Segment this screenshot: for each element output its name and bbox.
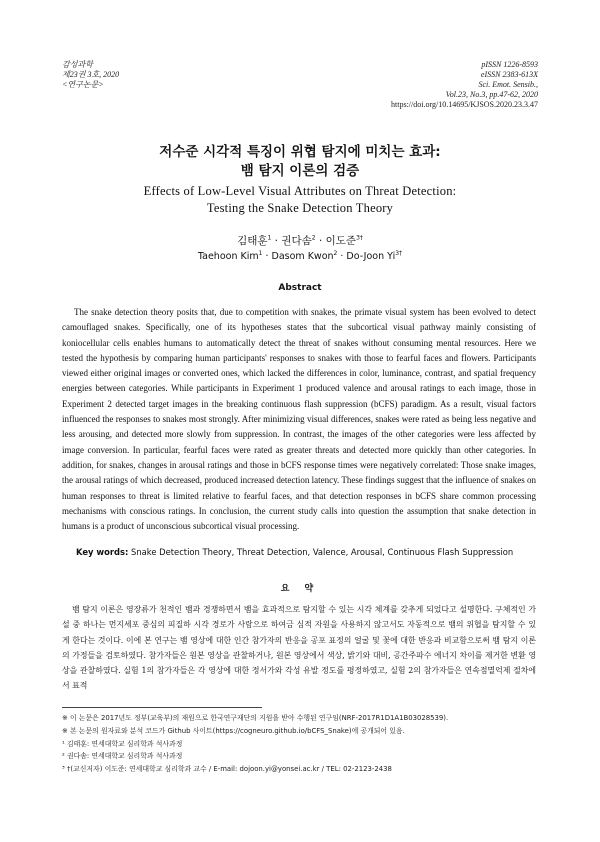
- author-name: 이도준: [325, 235, 357, 247]
- author-name: 권다솜: [281, 235, 312, 247]
- author-affiliation-mark: 1: [267, 234, 272, 242]
- korean-summary-text: 뱀 탐지 이론은 영장류가 천적인 뱀과 경쟁하면서 뱀을 효과적으로 탐지할 수 있는 시각 체계를 갖추게 되었다고 설명한다. 구체적인 가설 중 하나는 먼지세포 중심의 피질하 시각 경로가 사람으로 하여금 심적 자원을 사용하지 않고서도 자동적으로 뱀의 위협을 탐지할 수 있게 한다는 것이다. 이에 본 연구는 뱀 영상에 대한 인간 참가자의 반응을 공포 표정의 얼굴 및 꽃에 대한 반응과 비교함으로써 뱀 탐지 이론의 가정들을 검토하였다. 참가자들은 원본 영상을 관찰하거나, 원본 영상에서 색상, 밝기와 대비, 공간주파수 에너지 차이를 제거한 변환 영상을 관찰하였다. 실험 1의 참가자들은 각 영상에 대한 정서가와 각성 유발 정도를 평정하였고, 실험 2의 참가자들은 연속점멸억제 절차에서 표적: [62, 605, 536, 691]
- author-name: Dasom Kwon: [271, 251, 334, 262]
- author-name: Do-Joon Yi: [346, 251, 396, 262]
- footnote-author-1: ¹ 김태훈: 연세대학교 심리학과 석사과정: [62, 739, 183, 748]
- authors-korean: [0, 233, 600, 248]
- author-separator: ·: [315, 235, 326, 247]
- journal-header-left: [62, 60, 119, 90]
- author-separator: ·: [337, 251, 347, 262]
- english-title-line-2: Testing the Snake Detection Theory: [206, 201, 394, 215]
- doi-link[interactable]: https://doi.org/10.14695/KJSOS.2020.23.3.47: [391, 100, 538, 109]
- footnote-author-2: ² 권다솜: 연세대학교 심리학과 석사과정: [62, 752, 183, 761]
- footnote-divider: [62, 707, 262, 708]
- author-affiliation-mark: 2: [333, 249, 338, 257]
- author-affiliation-mark: 1: [258, 249, 263, 257]
- footnotes: [62, 712, 542, 776]
- keywords-label: Key words:: [76, 547, 129, 557]
- english-title-line-1: Effects of Low-Level Visual Attributes on Threat Detection:: [143, 184, 457, 198]
- author-separator: ·: [271, 235, 282, 247]
- keywords-list: Snake Detection Theory, Threat Detection, Valence, Arousal, Continuous Flash Suppression: [131, 547, 514, 557]
- footnote-corresponding-author: ³ †(교신저자) 이도준: 연세대학교 심리학과 교수 / E-mail: dojoon.yi@yonsei.ac.kr / TEL: 02-2123-2438: [62, 765, 392, 774]
- authors-english: [0, 251, 600, 262]
- journal-volume: 제23권 3호, 2020: [62, 70, 120, 79]
- volume-pages: Vol.23, No.3, pp.47-62, 2020: [445, 90, 538, 99]
- english-title: [0, 183, 600, 217]
- korean-summary-heading: 요 약: [280, 584, 320, 594]
- author-separator: ·: [262, 251, 272, 262]
- author-name: 김태훈: [237, 235, 268, 247]
- footnote-data-availability: ※ 본 논문의 원자료와 분석 코드가 Github 사이트(https://cogneuro.github.io/bCFS_Snake)에 공개되어 있음.: [62, 726, 405, 735]
- author-affiliation-mark: 3†: [356, 234, 363, 242]
- article-type: <연구논문>: [62, 80, 104, 89]
- eissn: eISSN 2383-613X: [480, 70, 538, 79]
- footnote-funding: ※ 이 논문은 2017년도 정부(교육부)의 재원으로 한국연구재단의 지원을 받아 수행된 연구임(NRF-2017R1D1A1B03028539).: [62, 714, 449, 722]
- author-name: Taehoon Kim: [197, 251, 259, 262]
- author-affiliation-mark: 2: [311, 234, 316, 242]
- korean-title-line-2: 뱀 탐지 이론의 검증: [240, 163, 360, 179]
- abstract-heading: Abstract: [278, 283, 322, 293]
- author-affiliation-mark: 3†: [395, 249, 403, 257]
- journal-header-right: [391, 60, 538, 110]
- korean-title: [0, 143, 600, 181]
- korean-title-line-1: 저수준 시각적 특징이 위협 탐지에 미치는 효과:: [159, 144, 441, 160]
- pissn: pISSN 1226-8593: [481, 60, 538, 69]
- abstract-text: The snake detection theory posits that, due to competition with snakes, the primate visual system has been evolved to detect camouflaged snakes. Specifically, one of its hypotheses states that the subcortical visual pathway mainly consisting of koniocellular cells enables humans to automatically detect the threat of snakes without consuming mental resources. Here we tested the hypothesis by comparing human participants' responses to snakes with those to fearful faces and flowers. Participants viewed either original images or converted ones, which lacked the differences in color, luminance, contrast, and spatial frequency energies between categories. While participants in Experiment 1 produced valence and arousal ratings to each image, those in Experiment 2 detected target images in the breaking continuous flash suppression (bCFS) paradigm. As a result, visual factors influenced the responses to snakes most strongly. After minimizing visual differences, snakes were rated as being less negative and less arousing, and detected more slowly from suppression. In contrast, the images of the other categories were less affected by image conversion. In particular, fearful faces were rated as greater threats and detected more quickly than other categories. In addition, for snakes, changes in arousal ratings and those in bCFS response times were negatively correlated: Those snake images, the arousal ratings of which decreased, produced increased detection latency. These findings suggest that the influence of snakes on human responses to threat is limited relative to fearful faces, and that detection responses in bCFS share common processing mechanisms with conscious ratings. In conclusion, the current study calls into question the assumption that snake detection in humans is a product of unconscious subcortical visual processing.: [62, 307, 536, 532]
- journal-name: 감성과학: [62, 60, 93, 69]
- journal-abbrev: Sci. Emot. Sensib.,: [478, 80, 538, 89]
- keywords: [76, 547, 546, 557]
